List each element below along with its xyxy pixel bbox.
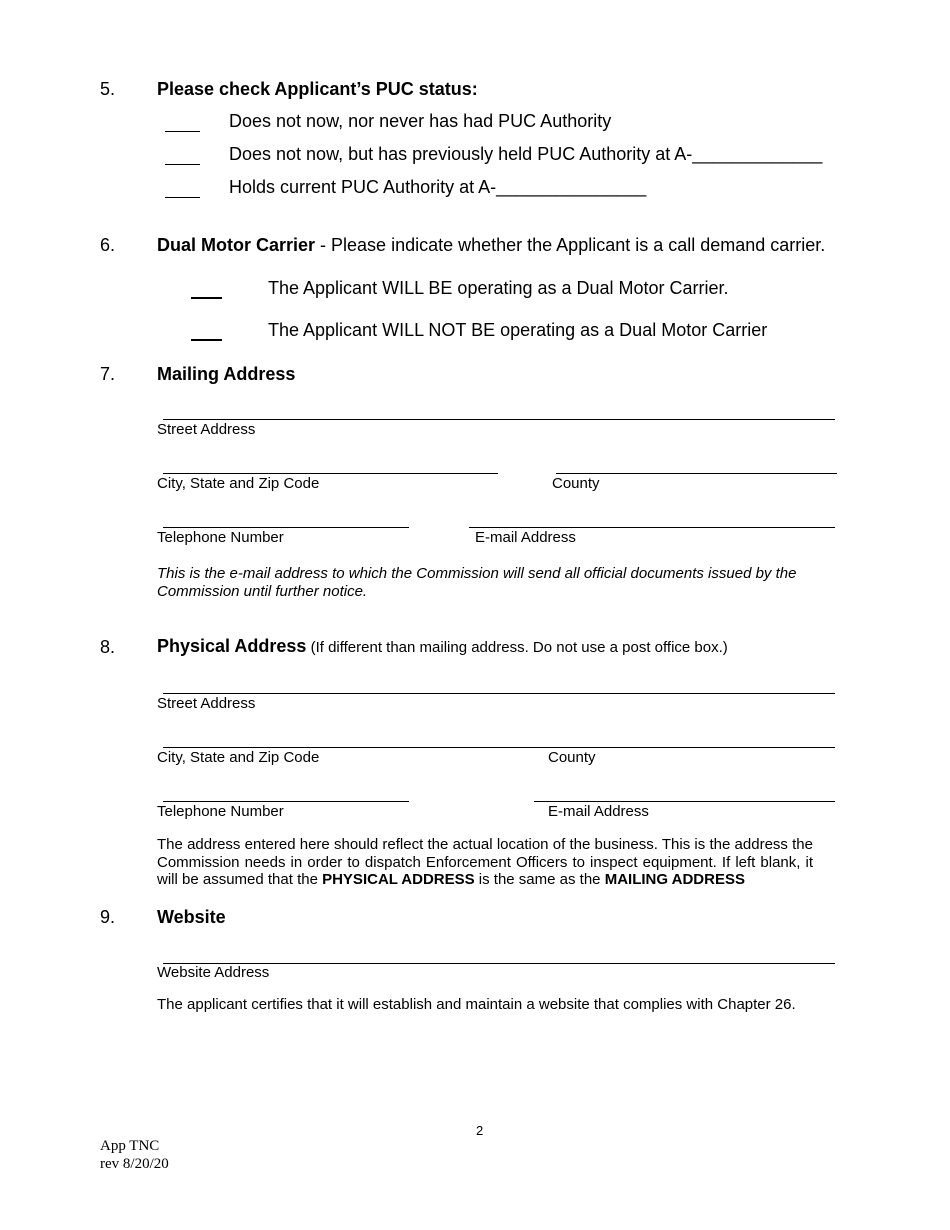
physical-city-label: City, State and Zip Code [157,749,320,766]
dual-carrier-yes-checkbox[interactable] [191,297,222,299]
section-5-heading: Please check Applicant’s PUC status: [157,79,478,99]
mailing-county-field[interactable] [556,473,837,474]
puc-option-3-checkbox[interactable] [165,197,200,198]
mailing-street-field[interactable] [163,419,835,420]
section-6-text: - Please indicate whether the Applicant is a call demand carrier. [315,235,826,255]
page-number: 2 [476,1123,484,1138]
physical-note-bold-2: MAILING ADDRESS [604,871,745,888]
physical-phone-label: Telephone Number [157,803,284,820]
mailing-county-label: County [552,475,600,492]
section-5-number: 5. [100,79,116,99]
section-6-heading-line [157,235,825,256]
form-id: App TNC [100,1138,160,1154]
puc-option-1-label: Does not now, nor never has had PUC Authority [229,111,612,131]
revision-date: rev 8/20/20 [100,1156,169,1172]
mailing-email-field[interactable] [469,527,835,528]
website-certification: The applicant certifies that it will establish and maintain a website that complies with Chapter 26. [157,996,796,1013]
dual-carrier-yes-label: The Applicant WILL BE operating as a Dual Motor Carrier. [268,278,729,298]
physical-note-text-2: is the same as the [474,871,605,888]
section-6-heading: Dual Motor Carrier [157,235,316,255]
physical-phone-field[interactable] [163,801,409,802]
physical-street-label: Street Address [157,695,256,712]
website-label: Website Address [157,964,270,981]
section-7-number: 7. [100,364,116,384]
physical-address-note [157,836,813,889]
section-8-heading: Physical Address [157,636,307,656]
section-9-heading: Website [157,907,226,927]
section-9-number: 9. [100,907,116,927]
mailing-email-note: This is the e-mail address to which the Commission will send all official documents issued by the Commission until further notice. [157,565,797,600]
section-8-subheading: (If different than mailing address. Do not use a post office box.) [306,639,728,656]
section-8-heading-line [157,636,728,657]
puc-option-1-checkbox[interactable] [165,131,200,132]
physical-email-label: E-mail Address [548,803,649,820]
puc-option-2-checkbox[interactable] [165,164,200,165]
mailing-city-label: City, State and Zip Code [157,475,320,492]
physical-city-county-field[interactable] [163,747,835,748]
physical-note-text-1: The address entered here should reflect the actual location of the business. This is the address the Commission needs in order to dispatch Enforcement Officers to inspect equipment. If left blank, it will be assumed that the [157,836,813,888]
section-8-number: 8. [100,637,116,657]
physical-note-bold-1: PHYSICAL ADDRESS [322,871,475,888]
puc-option-3-label: Holds current PUC Authority at A-_______________ [229,177,647,197]
dual-carrier-no-checkbox[interactable] [191,339,222,341]
mailing-street-label: Street Address [157,421,256,438]
dual-carrier-no-label: The Applicant WILL NOT BE operating as a Dual Motor Carrier [268,320,768,340]
physical-county-label: County [548,749,596,766]
mailing-city-field[interactable] [163,473,498,474]
mailing-phone-field[interactable] [163,527,409,528]
mailing-email-label: E-mail Address [475,529,576,546]
physical-street-field[interactable] [163,693,835,694]
mailing-phone-label: Telephone Number [157,529,284,546]
puc-option-2-label: Does not now, but has previously held PUC Authority at A-_____________ [229,144,823,164]
section-6-number: 6. [100,235,116,255]
section-7-heading: Mailing Address [157,364,296,384]
physical-email-field[interactable] [534,801,835,802]
